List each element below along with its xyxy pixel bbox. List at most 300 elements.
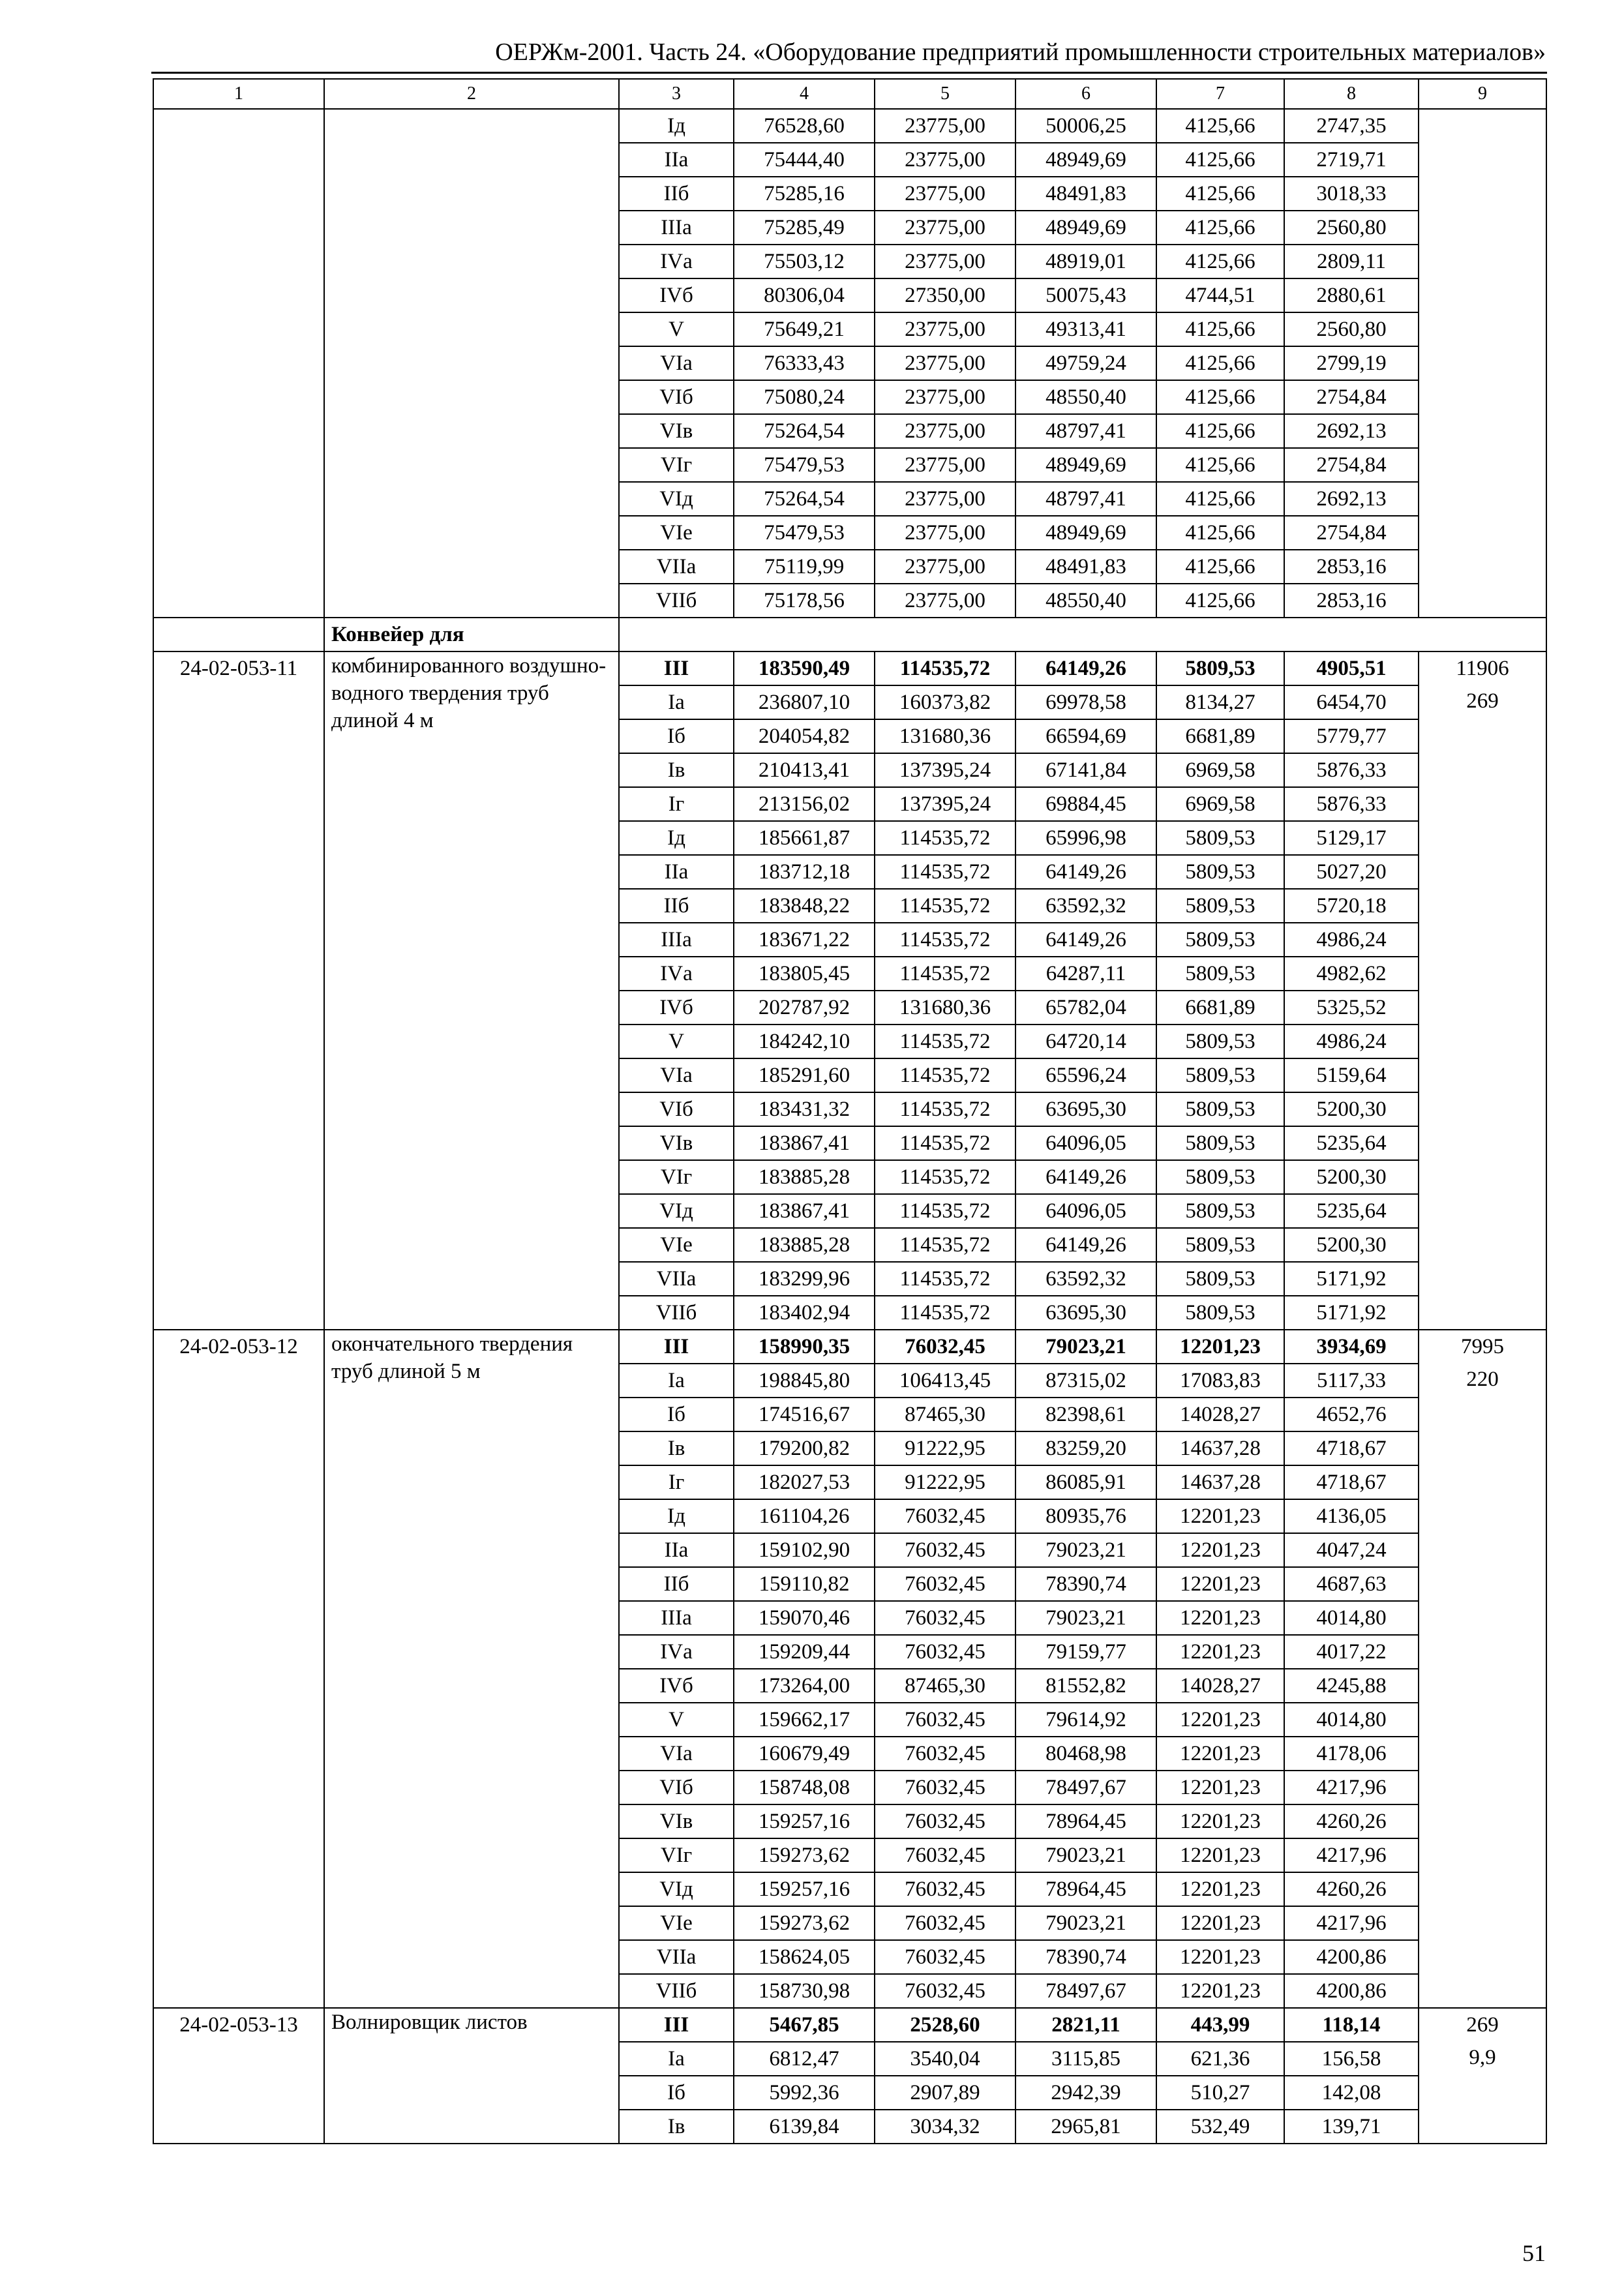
value-cell: 79023,21 <box>1015 1330 1156 1364</box>
value-cell: 159273,62 <box>734 1838 875 1872</box>
norm-value: 11906 <box>1456 657 1509 680</box>
value-cell: 6969,58 <box>1156 753 1284 787</box>
value-cell: 4017,22 <box>1284 1635 1419 1669</box>
value-cell: 185661,87 <box>734 821 875 855</box>
value-cell: 64149,26 <box>1015 651 1156 685</box>
norm-value: 220 <box>1466 1368 1499 1391</box>
zone-cell: Iб <box>619 719 734 753</box>
value-cell: 183885,28 <box>734 1160 875 1194</box>
value-cell: 5809,53 <box>1156 1160 1284 1194</box>
zone-cell: VIд <box>619 1872 734 1906</box>
value-cell: 76032,45 <box>875 1330 1015 1364</box>
value-cell: 80935,76 <box>1015 1499 1156 1533</box>
value-cell: 48919,01 <box>1015 245 1156 278</box>
value-cell: 5720,18 <box>1284 889 1419 923</box>
zone-cell: VIIа <box>619 1262 734 1296</box>
value-cell: 114535,72 <box>875 1296 1015 1330</box>
zone-cell: Iд <box>619 1499 734 1533</box>
value-cell: 48949,69 <box>1015 448 1156 482</box>
value-cell: 4687,63 <box>1284 1567 1419 1601</box>
value-cell: 114535,72 <box>875 923 1015 957</box>
value-cell: 5129,17 <box>1284 821 1419 855</box>
value-cell: 79023,21 <box>1015 1601 1156 1635</box>
zone-cell: IIIа <box>619 211 734 245</box>
value-cell: 106413,45 <box>875 1364 1015 1398</box>
value-cell: 179200,82 <box>734 1431 875 1465</box>
value-cell: 159070,46 <box>734 1601 875 1635</box>
value-cell: 79159,77 <box>1015 1635 1156 1669</box>
value-cell: 65996,98 <box>1015 821 1156 855</box>
value-cell: 23775,00 <box>875 414 1015 448</box>
value-cell: 213156,02 <box>734 787 875 821</box>
value-cell: 64096,05 <box>1015 1126 1156 1160</box>
value-cell: 4200,86 <box>1284 1974 1419 2008</box>
value-cell: 5876,33 <box>1284 753 1419 787</box>
value-cell: 183402,94 <box>734 1296 875 1330</box>
value-cell: 12201,23 <box>1156 1737 1284 1771</box>
value-cell: 76032,45 <box>875 1974 1015 2008</box>
value-cell: 76032,45 <box>875 1872 1015 1906</box>
value-cell: 4260,26 <box>1284 1804 1419 1838</box>
value-cell: 2528,60 <box>875 2008 1015 2042</box>
value-cell: 2880,61 <box>1284 278 1419 312</box>
value-cell: 4125,66 <box>1156 380 1284 414</box>
value-cell: 48491,83 <box>1015 550 1156 584</box>
column-number: 8 <box>1284 79 1419 109</box>
value-cell: 48491,83 <box>1015 177 1156 211</box>
value-cell: 131680,36 <box>875 719 1015 753</box>
value-cell: 75649,21 <box>734 312 875 346</box>
value-cell: 114535,72 <box>875 1092 1015 1126</box>
value-cell: 3018,33 <box>1284 177 1419 211</box>
value-cell: 5200,30 <box>1284 1160 1419 1194</box>
value-cell: 78964,45 <box>1015 1804 1156 1838</box>
value-cell: 78390,74 <box>1015 1567 1156 1601</box>
value-cell: 91222,95 <box>875 1431 1015 1465</box>
value-cell: 621,36 <box>1156 2042 1284 2076</box>
zone-cell: III <box>619 2008 734 2042</box>
value-cell: 65596,24 <box>1015 1058 1156 1092</box>
value-cell: 4125,66 <box>1156 584 1284 618</box>
value-cell: 67141,84 <box>1015 753 1156 787</box>
value-cell: 131680,36 <box>875 991 1015 1025</box>
value-cell: 5809,53 <box>1156 651 1284 685</box>
value-cell: 48797,41 <box>1015 482 1156 516</box>
value-cell: 5809,53 <box>1156 1228 1284 1262</box>
value-cell: 12201,23 <box>1156 1940 1284 1974</box>
value-cell: 76333,43 <box>734 346 875 380</box>
value-cell: 23775,00 <box>875 143 1015 177</box>
value-cell: 76032,45 <box>875 1737 1015 1771</box>
zone-cell: V <box>619 1703 734 1737</box>
value-cell: 114535,72 <box>875 1126 1015 1160</box>
zone-cell: VIб <box>619 1092 734 1126</box>
value-cell: 23775,00 <box>875 109 1015 143</box>
zone-cell: IIIа <box>619 923 734 957</box>
value-cell: 183848,22 <box>734 889 875 923</box>
value-cell: 4718,67 <box>1284 1465 1419 1499</box>
zone-cell: Iв <box>619 2110 734 2144</box>
value-cell: 3034,32 <box>875 2110 1015 2144</box>
zone-cell: VIIб <box>619 1974 734 2008</box>
value-cell: 183805,45 <box>734 957 875 991</box>
zone-cell: IIIа <box>619 1601 734 1635</box>
value-cell: 80468,98 <box>1015 1737 1156 1771</box>
rate-code: 24-02-053-13 <box>153 2008 324 2144</box>
value-cell: 5809,53 <box>1156 821 1284 855</box>
value-cell: 173264,00 <box>734 1669 875 1703</box>
zone-cell: IVб <box>619 278 734 312</box>
zone-cell: Iг <box>619 787 734 821</box>
value-cell: 158624,05 <box>734 1940 875 1974</box>
value-cell: 159209,44 <box>734 1635 875 1669</box>
value-cell: 75264,54 <box>734 482 875 516</box>
zone-cell: VIг <box>619 1160 734 1194</box>
zone-cell: VIд <box>619 482 734 516</box>
value-cell: 75444,40 <box>734 143 875 177</box>
value-cell: 5467,85 <box>734 2008 875 2042</box>
value-cell: 48949,69 <box>1015 143 1156 177</box>
value-cell: 5809,53 <box>1156 1058 1284 1092</box>
norm-cell <box>1419 651 1546 1330</box>
value-cell: 4652,76 <box>1284 1398 1419 1431</box>
value-cell: 78497,67 <box>1015 1974 1156 2008</box>
value-cell: 4014,80 <box>1284 1601 1419 1635</box>
value-cell: 69884,45 <box>1015 787 1156 821</box>
value-cell: 4217,96 <box>1284 1906 1419 1940</box>
value-cell: 532,49 <box>1156 2110 1284 2144</box>
value-cell: 75285,49 <box>734 211 875 245</box>
value-cell: 4217,96 <box>1284 1838 1419 1872</box>
value-cell: 87465,30 <box>875 1398 1015 1431</box>
value-cell: 3115,85 <box>1015 2042 1156 2076</box>
value-cell: 4125,66 <box>1156 516 1284 550</box>
value-cell: 2754,84 <box>1284 516 1419 550</box>
value-cell: 23775,00 <box>875 550 1015 584</box>
value-cell: 23775,00 <box>875 448 1015 482</box>
zone-cell: V <box>619 1025 734 1058</box>
value-cell: 12201,23 <box>1156 1567 1284 1601</box>
value-cell: 161104,26 <box>734 1499 875 1533</box>
value-cell: 5876,33 <box>1284 787 1419 821</box>
column-number: 1 <box>153 79 324 109</box>
value-cell: 114535,72 <box>875 1160 1015 1194</box>
value-cell: 5809,53 <box>1156 1194 1284 1228</box>
value-cell: 159257,16 <box>734 1872 875 1906</box>
value-cell: 76032,45 <box>875 1906 1015 1940</box>
zone-cell: Iб <box>619 1398 734 1431</box>
value-cell: 2692,13 <box>1284 482 1419 516</box>
zone-cell: VIе <box>619 1906 734 1940</box>
value-cell: 159257,16 <box>734 1804 875 1838</box>
norm-value: 7995 <box>1461 1335 1504 1358</box>
value-cell: 12201,23 <box>1156 1906 1284 1940</box>
value-cell: 12201,23 <box>1156 1872 1284 1906</box>
zone-cell: VIв <box>619 414 734 448</box>
value-cell: 158730,98 <box>734 1974 875 2008</box>
value-cell: 87315,02 <box>1015 1364 1156 1398</box>
value-cell: 4125,66 <box>1156 414 1284 448</box>
value-cell: 3934,69 <box>1284 1330 1419 1364</box>
value-cell: 83259,20 <box>1015 1431 1156 1465</box>
value-cell: 5235,64 <box>1284 1194 1419 1228</box>
zone-cell: VIIб <box>619 584 734 618</box>
value-cell: 114535,72 <box>875 957 1015 991</box>
norm-value: 269 <box>1466 2013 1499 2037</box>
value-cell: 5809,53 <box>1156 1092 1284 1126</box>
value-cell: 64287,11 <box>1015 957 1156 991</box>
value-cell: 12201,23 <box>1156 1771 1284 1804</box>
document-header-title: ОЕРЖм-2001. Часть 24. «Оборудование предприятий промышленности строительных материалов» <box>495 38 1546 66</box>
value-cell: 5809,53 <box>1156 1126 1284 1160</box>
value-cell: 183867,41 <box>734 1194 875 1228</box>
value-cell: 76032,45 <box>875 1533 1015 1567</box>
value-cell: 160679,49 <box>734 1737 875 1771</box>
value-cell: 12201,23 <box>1156 1499 1284 1533</box>
rate-name: окончательного твердения труб длиной 5 м <box>324 1330 619 2008</box>
value-cell: 114535,72 <box>875 1194 1015 1228</box>
value-cell: 160373,82 <box>875 685 1015 719</box>
value-cell: 114535,72 <box>875 889 1015 923</box>
zone-cell: VIа <box>619 346 734 380</box>
rate-code: 24-02-053-12 <box>153 1330 324 2008</box>
value-cell: 23775,00 <box>875 346 1015 380</box>
value-cell: 5325,52 <box>1284 991 1419 1025</box>
zone-cell: VIIб <box>619 1296 734 1330</box>
value-cell: 23775,00 <box>875 584 1015 618</box>
value-cell: 48797,41 <box>1015 414 1156 448</box>
value-cell: 2853,16 <box>1284 550 1419 584</box>
value-cell: 79023,21 <box>1015 1906 1156 1940</box>
value-cell: 12201,23 <box>1156 1703 1284 1737</box>
group-title-spacer <box>619 618 1546 651</box>
column-number: 3 <box>619 79 734 109</box>
value-cell: 23775,00 <box>875 211 1015 245</box>
value-cell: 75479,53 <box>734 448 875 482</box>
value-cell: 6969,58 <box>1156 787 1284 821</box>
rate-name: Волнировщик листов <box>324 2008 619 2144</box>
value-cell: 6454,70 <box>1284 685 1419 719</box>
value-cell: 49313,41 <box>1015 312 1156 346</box>
value-cell: 63695,30 <box>1015 1296 1156 1330</box>
value-cell: 75264,54 <box>734 414 875 448</box>
value-cell: 63695,30 <box>1015 1092 1156 1126</box>
zone-cell: VIе <box>619 516 734 550</box>
value-cell: 78964,45 <box>1015 1872 1156 1906</box>
value-cell: 4245,88 <box>1284 1669 1419 1703</box>
value-cell: 5200,30 <box>1284 1228 1419 1262</box>
value-cell: 23775,00 <box>875 312 1015 346</box>
value-cell: 137395,24 <box>875 787 1015 821</box>
value-cell: 183590,49 <box>734 651 875 685</box>
value-cell: 236807,10 <box>734 685 875 719</box>
value-cell: 50006,25 <box>1015 109 1156 143</box>
value-cell: 184242,10 <box>734 1025 875 1058</box>
zone-cell: IIб <box>619 1567 734 1601</box>
value-cell: 82398,61 <box>1015 1398 1156 1431</box>
value-cell: 66594,69 <box>1015 719 1156 753</box>
zone-cell: IIа <box>619 855 734 889</box>
value-cell: 510,27 <box>1156 2076 1284 2110</box>
value-cell: 14637,28 <box>1156 1465 1284 1499</box>
value-cell: 75080,24 <box>734 380 875 414</box>
value-cell: 6681,89 <box>1156 719 1284 753</box>
value-cell: 48949,69 <box>1015 211 1156 245</box>
value-cell: 2809,11 <box>1284 245 1419 278</box>
value-cell: 5809,53 <box>1156 1296 1284 1330</box>
value-cell: 114535,72 <box>875 1025 1015 1058</box>
page-number: 51 <box>1522 2240 1546 2266</box>
zone-cell: VIб <box>619 380 734 414</box>
value-cell: 75503,12 <box>734 245 875 278</box>
zone-cell: VIв <box>619 1804 734 1838</box>
value-cell: 5159,64 <box>1284 1058 1419 1092</box>
value-cell: 5235,64 <box>1284 1126 1419 1160</box>
value-cell: 2747,35 <box>1284 109 1419 143</box>
value-cell: 64096,05 <box>1015 1194 1156 1228</box>
value-cell: 48550,40 <box>1015 380 1156 414</box>
value-cell: 64720,14 <box>1015 1025 1156 1058</box>
value-cell: 5809,53 <box>1156 1025 1284 1058</box>
value-cell: 76032,45 <box>875 1703 1015 1737</box>
value-cell: 443,99 <box>1156 2008 1284 2042</box>
column-number: 6 <box>1015 79 1156 109</box>
value-cell: 183671,22 <box>734 923 875 957</box>
value-cell: 183712,18 <box>734 855 875 889</box>
value-cell: 6681,89 <box>1156 991 1284 1025</box>
value-cell: 6139,84 <box>734 2110 875 2144</box>
value-cell: 75119,99 <box>734 550 875 584</box>
table-row <box>153 651 1546 685</box>
norm-cell <box>1419 1330 1546 2008</box>
value-cell: 2754,84 <box>1284 448 1419 482</box>
value-cell: 4905,51 <box>1284 651 1419 685</box>
value-cell: 23775,00 <box>875 516 1015 550</box>
value-cell: 79023,21 <box>1015 1838 1156 1872</box>
zone-cell: VIIа <box>619 550 734 584</box>
value-cell: 78497,67 <box>1015 1771 1156 1804</box>
value-cell: 64149,26 <box>1015 1228 1156 1262</box>
norm-cell <box>1419 2008 1546 2144</box>
zone-cell: IIа <box>619 1533 734 1567</box>
value-cell: 114535,72 <box>875 1262 1015 1296</box>
value-cell: 4744,51 <box>1156 278 1284 312</box>
value-cell: 4982,62 <box>1284 957 1419 991</box>
value-cell: 4986,24 <box>1284 1025 1419 1058</box>
value-cell: 158990,35 <box>734 1330 875 1364</box>
rate-code: 24-02-053-11 <box>153 651 324 1330</box>
zone-cell: IIа <box>619 143 734 177</box>
zone-cell: VIг <box>619 448 734 482</box>
value-cell: 198845,80 <box>734 1364 875 1398</box>
value-cell: 4718,67 <box>1284 1431 1419 1465</box>
value-cell: 75285,16 <box>734 177 875 211</box>
value-cell: 2692,13 <box>1284 414 1419 448</box>
value-cell: 4125,66 <box>1156 346 1284 380</box>
table-row <box>153 1330 1546 1364</box>
value-cell: 12201,23 <box>1156 1330 1284 1364</box>
value-cell: 12201,23 <box>1156 1838 1284 1872</box>
zone-cell: IVб <box>619 991 734 1025</box>
zone-cell: Iв <box>619 1431 734 1465</box>
zone-cell: IVа <box>619 1635 734 1669</box>
zone-cell: IVа <box>619 245 734 278</box>
value-cell: 23775,00 <box>875 177 1015 211</box>
norm-value: 9,9 <box>1469 2046 1496 2069</box>
value-cell: 4125,66 <box>1156 245 1284 278</box>
value-cell: 159273,62 <box>734 1906 875 1940</box>
value-cell: 4986,24 <box>1284 923 1419 957</box>
value-cell: 210413,41 <box>734 753 875 787</box>
value-cell: 5171,92 <box>1284 1296 1419 1330</box>
value-cell: 4047,24 <box>1284 1533 1419 1567</box>
value-cell: 12201,23 <box>1156 1601 1284 1635</box>
zone-cell: Iв <box>619 753 734 787</box>
value-cell: 114535,72 <box>875 1058 1015 1092</box>
column-number: 5 <box>875 79 1015 109</box>
value-cell: 5809,53 <box>1156 923 1284 957</box>
value-cell: 4178,06 <box>1284 1737 1419 1771</box>
zone-cell: VIв <box>619 1126 734 1160</box>
value-cell: 5027,20 <box>1284 855 1419 889</box>
value-cell: 2799,19 <box>1284 346 1419 380</box>
value-cell: 17083,83 <box>1156 1364 1284 1398</box>
zone-cell: Iб <box>619 2076 734 2110</box>
value-cell: 27350,00 <box>875 278 1015 312</box>
column-number: 9 <box>1419 79 1546 109</box>
zone-cell: IIб <box>619 177 734 211</box>
value-cell: 79023,21 <box>1015 1533 1156 1567</box>
value-cell: 76032,45 <box>875 1635 1015 1669</box>
value-cell: 4125,66 <box>1156 482 1284 516</box>
value-cell: 12201,23 <box>1156 1804 1284 1838</box>
value-cell: 23775,00 <box>875 482 1015 516</box>
value-cell: 5200,30 <box>1284 1092 1419 1126</box>
value-cell: 14028,27 <box>1156 1669 1284 1703</box>
zone-cell: Iа <box>619 685 734 719</box>
table-row <box>153 2008 1546 2042</box>
value-cell: 183885,28 <box>734 1228 875 1262</box>
value-cell: 4260,26 <box>1284 1872 1419 1906</box>
value-cell: 49759,24 <box>1015 346 1156 380</box>
value-cell: 5992,36 <box>734 2076 875 2110</box>
value-cell: 183867,41 <box>734 1126 875 1160</box>
value-cell: 2754,84 <box>1284 380 1419 414</box>
header-rule <box>151 72 1547 74</box>
value-cell: 4136,05 <box>1284 1499 1419 1533</box>
zone-cell: Iд <box>619 109 734 143</box>
value-cell: 182027,53 <box>734 1465 875 1499</box>
column-number: 7 <box>1156 79 1284 109</box>
zone-cell: Iд <box>619 821 734 855</box>
value-cell: 64149,26 <box>1015 923 1156 957</box>
value-cell: 50075,43 <box>1015 278 1156 312</box>
value-cell: 2907,89 <box>875 2076 1015 2110</box>
zone-cell: IVб <box>619 1669 734 1703</box>
column-number: 2 <box>324 79 619 109</box>
zone-cell: IVа <box>619 957 734 991</box>
value-cell: 63592,32 <box>1015 889 1156 923</box>
value-cell: 75178,56 <box>734 584 875 618</box>
value-cell: 48550,40 <box>1015 584 1156 618</box>
value-cell: 159110,82 <box>734 1567 875 1601</box>
value-cell: 4217,96 <box>1284 1771 1419 1804</box>
value-cell: 76032,45 <box>875 1567 1015 1601</box>
value-cell: 87465,30 <box>875 1669 1015 1703</box>
zone-cell: V <box>619 312 734 346</box>
norm-cell-empty <box>1419 109 1546 618</box>
value-cell: 14028,27 <box>1156 1398 1284 1431</box>
